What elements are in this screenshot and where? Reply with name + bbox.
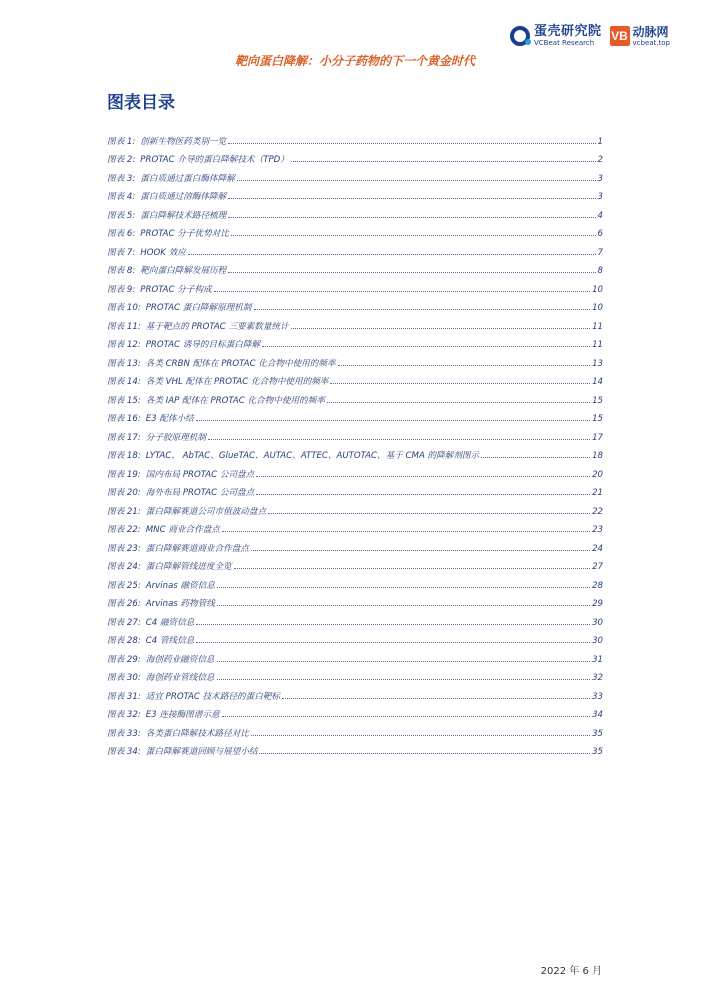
toc-entry-leader	[291, 328, 590, 329]
toc-entry-label: 图表 12:	[107, 340, 141, 350]
toc-entry-leader	[228, 272, 595, 273]
toc-entry-label: 图表 14:	[107, 377, 141, 387]
toc-entry-label: 图表 2:	[107, 155, 136, 165]
toc-entry-leader	[291, 161, 596, 162]
toc-entry[interactable]	[107, 609, 603, 628]
toc-entry[interactable]	[107, 554, 603, 573]
toc-entry[interactable]	[107, 424, 603, 443]
toc-entry-label: 图表 23:	[107, 543, 141, 554]
toc-entry-leader	[208, 439, 590, 440]
toc-entry[interactable]	[107, 480, 603, 499]
toc-entry-title: PROTAC 分子优势对比	[140, 229, 229, 239]
toc-entry[interactable]	[107, 350, 603, 369]
toc-entry-page: 34	[592, 710, 603, 720]
toc-entry-leader	[222, 531, 590, 532]
toc-entry-label: 图表 19:	[107, 469, 141, 480]
toc-entry[interactable]	[107, 128, 603, 147]
toc-entry-title: 各类蛋白降解技术路径对比	[145, 728, 249, 739]
vcbeat-logo	[610, 26, 670, 47]
toc-entry-leader	[234, 568, 590, 569]
toc-entry-title: E3 配体小结	[145, 414, 194, 424]
toc-entry-label: 图表 1:	[107, 136, 136, 147]
toc-entry-title: E3 连接酶图谱示意	[145, 710, 220, 720]
toc-entry[interactable]	[107, 221, 603, 240]
toc-entry-leader	[262, 346, 590, 347]
toc-entry-page: 29	[592, 599, 603, 609]
toc-entry-title: 基于靶点的 PROTAC 三要素数量统计	[145, 321, 289, 332]
toc-entry-leader	[217, 605, 590, 606]
toc-entry-label: 图表 26:	[107, 599, 141, 609]
toc-entry-title: PROTAC 诱导的目标蛋白降解	[145, 340, 261, 350]
toc-entry-page: 24	[592, 543, 603, 554]
toc-list	[107, 128, 603, 757]
logo1-cn-text: 蛋壳研究院	[534, 24, 602, 39]
toc-entry-page: 3	[597, 192, 603, 202]
toc-entry[interactable]	[107, 332, 603, 351]
toc-entry[interactable]	[107, 202, 603, 221]
toc-entry-title: 蛋白质通过溶酶体降解	[140, 192, 227, 202]
toc-entry[interactable]	[107, 313, 603, 332]
toc-entry-label: 图表 17:	[107, 432, 141, 443]
toc-entry-leader	[196, 624, 590, 625]
toc-entry-title: 海创药业管线信息	[145, 673, 215, 683]
toc-entry-label: 图表 13:	[107, 358, 141, 369]
toc-entry-label: 图表 27:	[107, 617, 141, 628]
toc-entry[interactable]	[107, 165, 603, 184]
vcbeat-research-logo-icon	[510, 26, 530, 46]
toc-entry-label: 图表 31:	[107, 691, 141, 702]
toc-entry[interactable]	[107, 498, 603, 517]
toc-entry-leader	[282, 698, 590, 699]
toc-entry-label: 图表 33:	[107, 728, 141, 739]
toc-entry-label: 图表 8:	[107, 266, 136, 276]
toc-entry-leader	[251, 550, 590, 551]
toc-entry-title: Arvinas 融资信息	[145, 580, 215, 591]
toc-entry-label: 图表 28:	[107, 636, 141, 646]
toc-entry[interactable]	[107, 720, 603, 739]
toc-entry-label: 图表 9:	[107, 284, 136, 295]
toc-entry[interactable]	[107, 683, 603, 702]
toc-entry[interactable]	[107, 258, 603, 277]
toc-entry-leader	[259, 753, 590, 754]
toc-entry[interactable]	[107, 147, 603, 166]
toc-entry-page: 20	[592, 469, 603, 480]
logo2-cn-text: 动脉网	[632, 24, 669, 39]
toc-entry[interactable]	[107, 646, 603, 665]
toc-entry-label: 图表 24:	[107, 562, 141, 572]
footer-date: 2022 年 6 月	[540, 966, 602, 977]
toc-entry-page: 31	[592, 654, 603, 665]
toc-entry-page: 11	[592, 321, 603, 332]
toc-entry-title: 各类 CRBN 配体在 PROTAC 化合物中使用的频率	[145, 358, 336, 369]
toc-entry-page: 10	[592, 303, 603, 313]
toc-entry-title: 创新生物医药类别一览	[140, 136, 227, 147]
toc-entry-title: C4 融资信息	[145, 617, 195, 628]
toc-entry-label: 图表 21:	[107, 506, 141, 517]
toc-entry-label: 图表 30:	[107, 673, 141, 683]
toc-entry[interactable]	[107, 295, 603, 314]
toc-entry-title: 适宜 PROTAC 技术路径的蛋白靶标	[145, 691, 281, 702]
toc-entry-label: 图表 18:	[107, 451, 141, 461]
toc-entry-title: 各类 IAP 配体在 PROTAC 化合物中使用的频率	[145, 395, 325, 406]
toc-entry-leader	[327, 402, 590, 403]
toc-entry-page: 15	[592, 414, 603, 424]
logo1-en-text: VCBeat Research	[534, 39, 595, 47]
toc-entry-label: 图表 22:	[107, 525, 141, 535]
toc-entry-page: 30	[592, 617, 603, 628]
toc-entry-page: 10	[592, 284, 603, 295]
toc-entry-leader	[217, 587, 590, 588]
toc-entry-page: 22	[592, 506, 603, 517]
toc-entry-leader	[481, 457, 590, 458]
toc-entry-page: 17	[592, 432, 603, 443]
toc-entry-title: 海外布局 PROTAC 公司盘点	[145, 488, 255, 498]
toc-entry-label: 图表 16:	[107, 414, 141, 424]
toc-entry[interactable]	[107, 591, 603, 610]
toc-entry-label: 图表 10:	[107, 303, 141, 313]
toc-entry-leader	[228, 217, 595, 218]
toc-entry-label: 图表 25:	[107, 580, 141, 591]
toc-entry-title: 蛋白降解管线进度全览	[145, 562, 232, 572]
toc-entry-label: 图表 5:	[107, 210, 136, 221]
toc-entry-label: 图表 29:	[107, 654, 141, 665]
toc-entry-title: 蛋白降解赛道公司市值波动盘点	[145, 506, 267, 517]
toc-entry-leader	[228, 143, 595, 144]
toc-entry[interactable]	[107, 665, 603, 684]
logo2-en-text: vcbeat.top	[632, 38, 670, 47]
toc-entry-page: 15	[592, 395, 603, 406]
toc-entry-leader	[254, 309, 591, 310]
toc-entry-title: 蛋白降解技术路径梳理	[140, 210, 227, 221]
toc-entry-page: 18	[592, 451, 603, 461]
toc-entry-page: 21	[592, 488, 603, 498]
toc-entry-title: C4 管线信息	[145, 636, 195, 646]
toc-entry-page: 1	[597, 136, 603, 147]
toc-entry-label: 图表 4:	[107, 192, 136, 202]
toc-entry[interactable]	[107, 184, 603, 203]
toc-entry-page: 7	[597, 247, 603, 258]
toc-entry-leader	[222, 716, 591, 717]
toc-entry[interactable]	[107, 387, 603, 406]
toc-entry-page: 11	[592, 340, 603, 350]
toc-entry-title: LYTAC、 AbTAC、GlueTAC、AUTAC、ATTEC、AUTOTAC、基于 CMA 的降解剂图示	[145, 451, 480, 461]
toc-entry-label: 图表 3:	[107, 173, 136, 184]
toc-entry-page: 3	[597, 173, 603, 184]
toc-entry-leader	[251, 735, 590, 736]
toc-entry-label: 图表 15:	[107, 395, 141, 406]
toc-entry-page: 28	[592, 580, 603, 591]
toc-entry-title: PROTAC 分子构成	[140, 284, 212, 295]
toc-entry[interactable]	[107, 406, 603, 425]
toc-entry-label: 图表 32:	[107, 710, 141, 720]
toc-entry-page: 27	[592, 562, 603, 572]
toc-entry-page: 35	[592, 728, 603, 739]
toc-entry-page: 13	[592, 358, 603, 369]
toc-entry-page: 14	[592, 377, 603, 387]
toc-entry-title: 蛋白降解赛道回顾与展望小结	[145, 747, 258, 757]
toc-entry-title: 国内布局 PROTAC 公司盘点	[145, 469, 255, 480]
toc-entry-leader	[188, 254, 596, 255]
toc-entry-page: 30	[592, 636, 603, 646]
toc-entry[interactable]	[107, 572, 603, 591]
toc-entry[interactable]	[107, 517, 603, 536]
toc-entry-leader	[217, 679, 591, 680]
toc-entry-title: 海创药业融资信息	[145, 654, 215, 665]
toc-entry-label: 图表 6:	[107, 229, 136, 239]
vcbeat-logo-icon: VB	[610, 26, 630, 46]
running-title: 靶向蛋白降解：小分子药物的下一个黄金时代	[234, 54, 475, 68]
toc-entry-leader	[217, 661, 591, 662]
toc-entry-leader	[228, 198, 595, 199]
toc-entry[interactable]	[107, 276, 603, 295]
toc-entry-title: PROTAC 介导的蛋白降解技术（TPD）	[140, 155, 289, 165]
vcbeat-research-logo	[510, 25, 602, 47]
toc-entry-leader	[330, 383, 590, 384]
toc-entry[interactable]	[107, 739, 603, 758]
toc-entry-title: HOOK 效应	[140, 247, 186, 258]
toc-entry-leader	[231, 235, 596, 236]
toc-entry[interactable]	[107, 461, 603, 480]
toc-entry-page: 8	[597, 266, 603, 276]
toc-entry-label: 图表 11:	[107, 321, 141, 332]
toc-entry-page: 33	[592, 691, 603, 702]
toc-entry[interactable]	[107, 369, 603, 388]
toc-heading: 图表目录	[107, 93, 175, 113]
toc-entry-title: 蛋白质通过蛋白酶体降解	[140, 173, 235, 184]
toc-entry[interactable]	[107, 628, 603, 647]
toc-entry-leader	[214, 291, 590, 292]
toc-entry-page: 23	[592, 525, 603, 535]
toc-entry-title: 蛋白降解赛道商业合作盘点	[145, 543, 249, 554]
toc-entry[interactable]	[107, 443, 603, 462]
toc-entry-page: 4	[597, 210, 603, 221]
toc-entry-leader	[237, 180, 596, 181]
page-header	[510, 22, 670, 50]
toc-entry[interactable]	[107, 239, 603, 258]
toc-entry[interactable]	[107, 702, 603, 721]
toc-entry-title: 靶向蛋白降解发展历程	[140, 266, 227, 276]
toc-entry-title: 各类 VHL 配体在 PROTAC 化合物中使用的频率	[145, 377, 329, 387]
toc-entry-leader	[268, 513, 590, 514]
toc-entry-title: Arvinas 药物管线	[145, 599, 215, 609]
toc-entry-label: 图表 34:	[107, 747, 141, 757]
toc-entry-title: PROTAC 蛋白降解原理机制	[145, 303, 252, 313]
toc-entry-leader	[196, 420, 590, 421]
toc-entry-leader	[256, 476, 590, 477]
toc-entry-page: 6	[597, 229, 603, 239]
toc-entry-leader	[196, 642, 590, 643]
toc-entry-leader	[338, 365, 591, 366]
toc-entry-label: 图表 7:	[107, 247, 136, 258]
toc-entry-label: 图表 20:	[107, 488, 141, 498]
toc-entry-title: 分子胶原理机制	[145, 432, 206, 443]
toc-entry-page: 2	[597, 155, 603, 165]
toc-entry-title: MNC 商业合作盘点	[145, 525, 220, 535]
toc-entry[interactable]	[107, 535, 603, 554]
toc-entry-page: 32	[592, 673, 603, 683]
toc-entry-leader	[256, 494, 590, 495]
toc-entry-page: 35	[592, 747, 603, 757]
